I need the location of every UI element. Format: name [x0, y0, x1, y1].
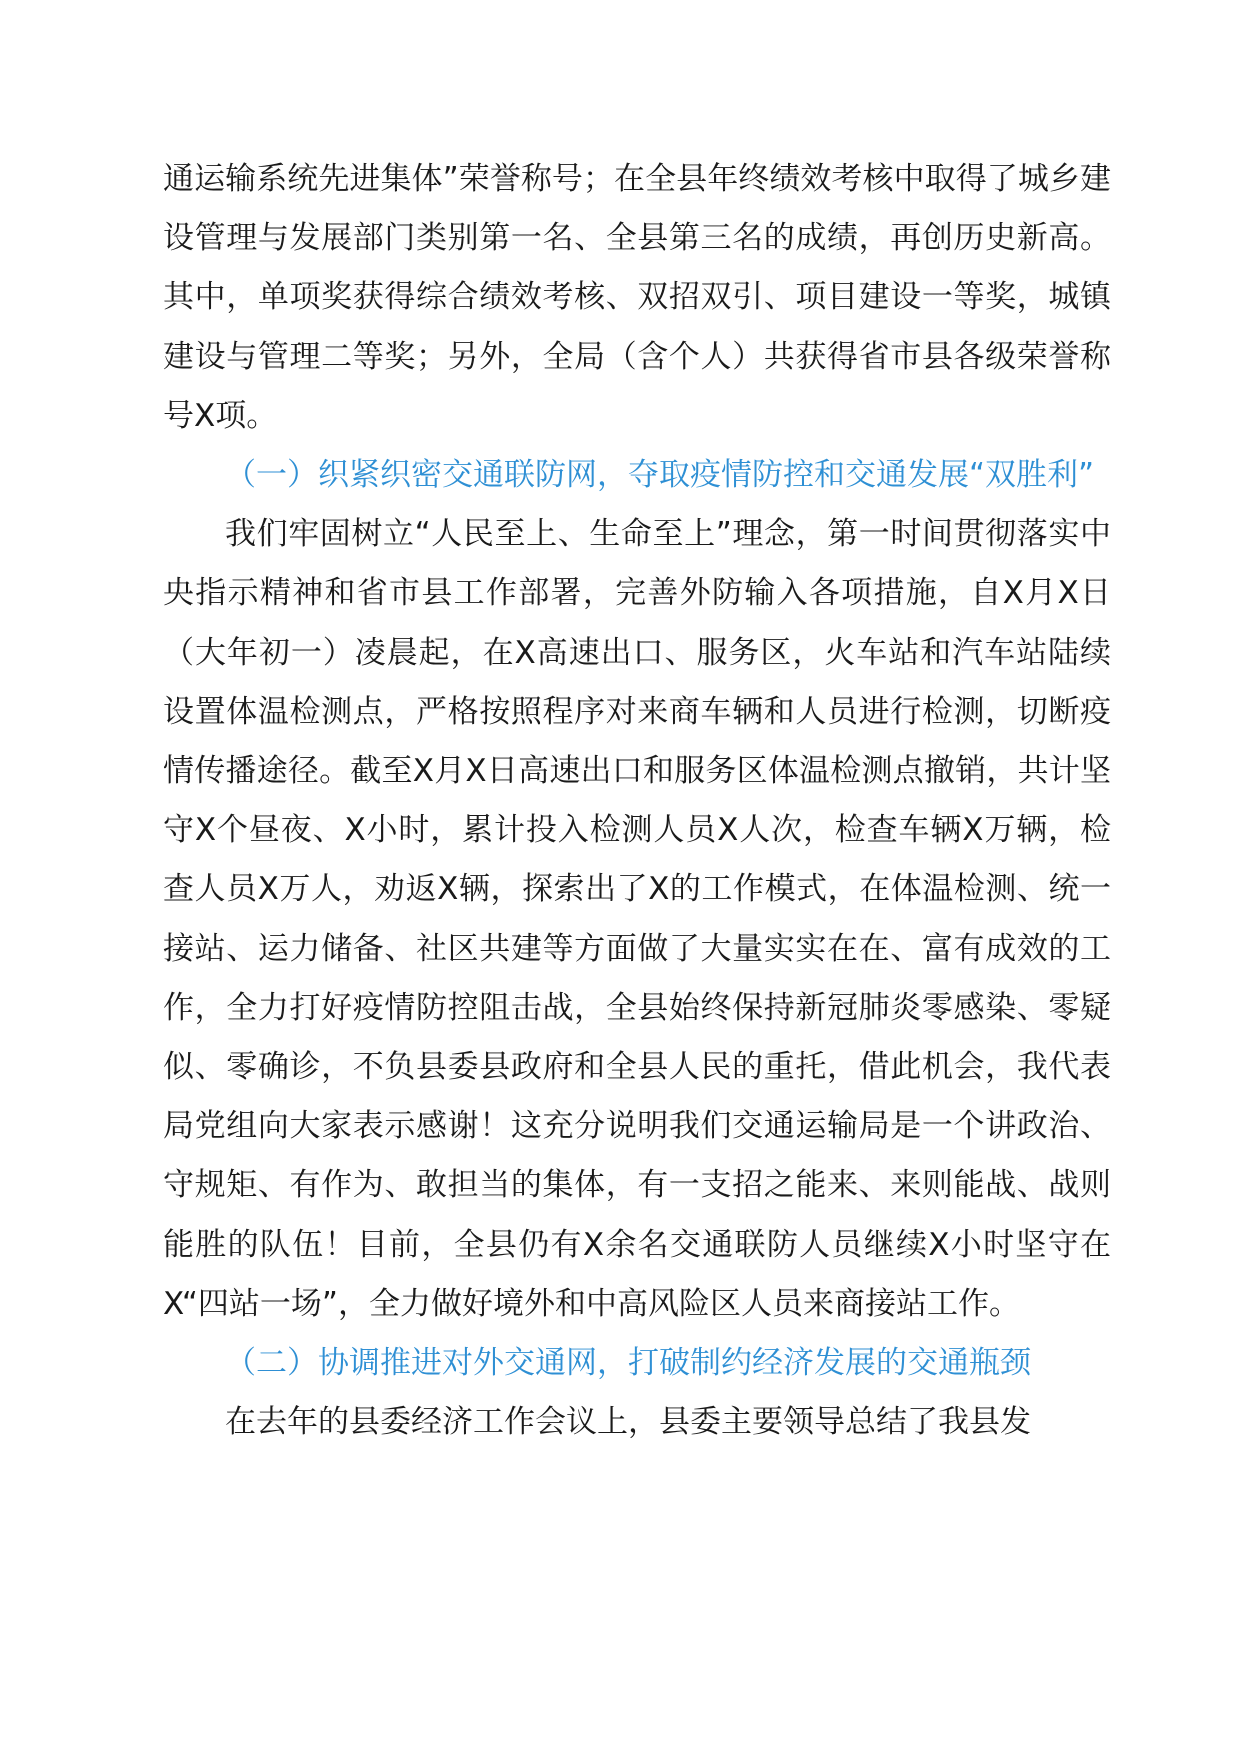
- paragraph-epidemic-control: 我们牢固树立“人民至上、生命至上”理念，第一时间贯彻落实中央指示精神和省市县工作部署，完善外防输入各项措施，自X月X日（大年初一）凌晨起，在X高速出口、服务区，火车站和汽车站陆续设置体温检测点，严格按照程序对来商车辆和人员进行检测，切断疫情传播途径。截至X月X日高速出口和服务区体温检测点撤销，共计坚守X个昼夜、X小时，累计投入检测人员X人次，检查车辆X万辆，检查人员X万人，劝返X辆，探索出了X的工作模式，在体温检测、统一接站、运力储备、社区共建等方面做了大量实实在在、富有成效的工作，全力打好疫情防控阻击战，全县始终保持新冠肺炎零感染、零疑似、零确诊，不负县委县政府和全县人民的重托，借此机会，我代表局党组向大家表示感谢！这充分说明我们交通运输局是一个讲政治、守规矩、有作为、敢担当的集体，有一支招之能来、来则能战、战则能胜的队伍！目前，全县仍有X余名交通联防人员继续X小时坚守在X“四站一场”，全力做好境外和中高风险区人员来商接站工作。: [163, 516, 1111, 1322]
- section-heading-2: （二）协调推进对外交通网，打破制约经济发展的交通瓶颈: [225, 1345, 1031, 1382]
- paragraph-continuation: 通运输系统先进集体”荣誉称号；在全县年终绩效考核中取得了城乡建设管理与发展部门类别第一名、全县第三名的成绩，再创历史新高。其中，单项奖获得综合绩效考核、双招双引、项目建设一等奖，城镇建设与管理二等奖；另外，全局（含个人）共获得省市县各级荣誉称号X项。: [163, 161, 1111, 434]
- document-page: [163, 150, 1111, 1452]
- section-heading-1: （一）织紧织密交通联防网，夺取疫情防控和交通发展“双胜利”: [225, 457, 1095, 494]
- paragraph-economic-work: 在去年的县委经济工作会议上，县委主要领导总结了我县发: [225, 1404, 1031, 1441]
